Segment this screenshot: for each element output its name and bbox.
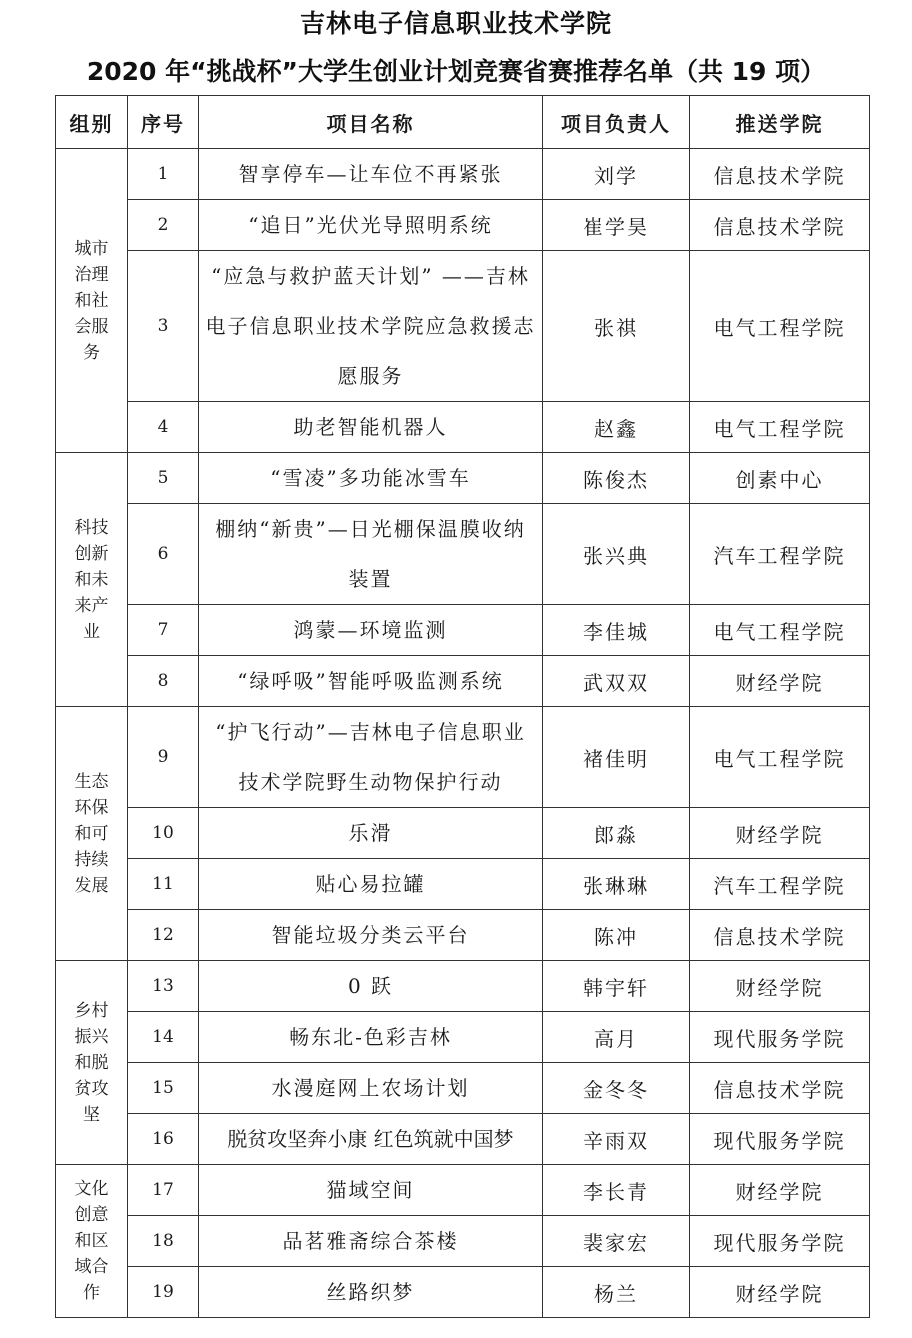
project-college: 电气工程学院 <box>690 707 870 808</box>
project-college: 财经学院 <box>690 1267 870 1318</box>
project-name: 助老智能机器人 <box>199 402 543 453</box>
header-leader: 项目负责人 <box>543 96 690 149</box>
project-name: 品茗雅斋综合茶楼 <box>199 1216 543 1267</box>
row-no: 7 <box>128 605 199 656</box>
project-name: 乐滑 <box>199 808 543 859</box>
row-no: 16 <box>128 1114 199 1165</box>
project-leader: 郎淼 <box>543 808 690 859</box>
project-name: 鸿蒙—环境监测 <box>199 605 543 656</box>
recommendation-table <box>55 95 870 1318</box>
group-cell: 城市治理和社会服务 <box>56 149 128 453</box>
project-name: “护飞行动”—吉林电子信息职业技术学院野生动物保护行动 <box>199 707 543 808</box>
header-group: 组别 <box>56 96 128 149</box>
project-leader: 崔学昊 <box>543 200 690 251</box>
row-no: 11 <box>128 859 199 910</box>
project-name: 畅东北-色彩吉林 <box>199 1012 543 1063</box>
table-row <box>56 605 870 656</box>
project-college: 财经学院 <box>690 808 870 859</box>
row-no: 4 <box>128 402 199 453</box>
table-row <box>56 200 870 251</box>
row-no: 2 <box>128 200 199 251</box>
project-name: “雪凌”多功能冰雪车 <box>199 453 543 504</box>
table-row <box>56 910 870 961</box>
project-leader: 李佳城 <box>543 605 690 656</box>
table-row <box>56 1063 870 1114</box>
project-college: 信息技术学院 <box>690 910 870 961</box>
project-college: 财经学院 <box>690 1165 870 1216</box>
project-name: “应急与救护蓝天计划” ——吉林电子信息职业技术学院应急救援志愿服务 <box>199 251 543 402</box>
row-no: 8 <box>128 656 199 707</box>
row-no: 15 <box>128 1063 199 1114</box>
table-row <box>56 656 870 707</box>
project-leader: 高月 <box>543 1012 690 1063</box>
project-college: 财经学院 <box>690 656 870 707</box>
table-row <box>56 1012 870 1063</box>
header-no: 序号 <box>128 96 199 149</box>
project-leader: 武双双 <box>543 656 690 707</box>
document-title: 吉林电子信息职业技术学院 <box>299 9 612 38</box>
project-leader: 赵鑫 <box>543 402 690 453</box>
row-no: 6 <box>128 504 199 605</box>
project-college: 信息技术学院 <box>690 149 870 200</box>
project-name: 0 跃 <box>199 961 543 1012</box>
table-row <box>56 402 870 453</box>
row-no: 17 <box>128 1165 199 1216</box>
table-row <box>56 149 870 200</box>
project-name: 智能垃圾分类云平台 <box>199 910 543 961</box>
project-leader: 刘学 <box>543 149 690 200</box>
row-no: 9 <box>128 707 199 808</box>
row-no: 5 <box>128 453 199 504</box>
project-college: 财经学院 <box>690 961 870 1012</box>
project-college: 信息技术学院 <box>690 1063 870 1114</box>
table-row <box>56 961 870 1012</box>
project-leader: 陈冲 <box>543 910 690 961</box>
project-leader: 金冬冬 <box>543 1063 690 1114</box>
row-no: 14 <box>128 1012 199 1063</box>
row-no: 1 <box>128 149 199 200</box>
project-leader: 杨兰 <box>543 1267 690 1318</box>
project-leader: 李长青 <box>543 1165 690 1216</box>
group-cell: 生态环保和可持续发展 <box>56 707 128 961</box>
project-name: 水漫庭网上农场计划 <box>199 1063 543 1114</box>
row-no: 10 <box>128 808 199 859</box>
row-no: 13 <box>128 961 199 1012</box>
project-name: 丝路织梦 <box>199 1267 543 1318</box>
group-cell: 科技创新和未来产业 <box>56 453 128 707</box>
table-row <box>56 1114 870 1165</box>
project-college: 信息技术学院 <box>690 200 870 251</box>
project-college: 创素中心 <box>690 453 870 504</box>
table-row <box>56 1165 870 1216</box>
table-row <box>56 1216 870 1267</box>
project-name: 棚纳“新贵”—日光棚保温膜收纳装置 <box>199 504 543 605</box>
project-leader: 韩宇轩 <box>543 961 690 1012</box>
table-row <box>56 707 870 808</box>
project-college: 现代服务学院 <box>690 1216 870 1267</box>
project-college: 汽车工程学院 <box>690 859 870 910</box>
project-leader: 张祺 <box>543 251 690 402</box>
table-header-row <box>56 96 870 149</box>
project-name: “绿呼吸”智能呼吸监测系统 <box>199 656 543 707</box>
project-name: 猫域空间 <box>199 1165 543 1216</box>
group-cell: 文化创意和区域合作 <box>56 1165 128 1318</box>
project-college: 现代服务学院 <box>690 1012 870 1063</box>
group-cell: 乡村振兴和脱贫攻坚 <box>56 961 128 1165</box>
project-leader: 张兴典 <box>543 504 690 605</box>
project-name: 贴心易拉罐 <box>199 859 543 910</box>
header-project: 项目名称 <box>199 96 543 149</box>
project-leader: 褚佳明 <box>543 707 690 808</box>
project-leader: 张琳琳 <box>543 859 690 910</box>
project-college: 现代服务学院 <box>690 1114 870 1165</box>
project-name: “追日”光伏光导照明系统 <box>199 200 543 251</box>
project-name: 脱贫攻坚奔小康 红色筑就中国梦 <box>199 1114 543 1165</box>
table-row <box>56 1267 870 1318</box>
header-college: 推送学院 <box>690 96 870 149</box>
row-no: 12 <box>128 910 199 961</box>
table-row <box>56 859 870 910</box>
document-subtitle: 2020 年“挑战杯”大学生创业计划竞赛省赛推荐名单（共 19 项） <box>86 57 826 86</box>
row-no: 18 <box>128 1216 199 1267</box>
table-row <box>56 504 870 605</box>
table-row <box>56 808 870 859</box>
project-name: 智享停车—让车位不再紧张 <box>199 149 543 200</box>
project-college: 电气工程学院 <box>690 251 870 402</box>
project-college: 汽车工程学院 <box>690 504 870 605</box>
project-leader: 陈俊杰 <box>543 453 690 504</box>
table-row <box>56 251 870 402</box>
table-row <box>56 453 870 504</box>
project-leader: 裴家宏 <box>543 1216 690 1267</box>
project-leader: 辛雨双 <box>543 1114 690 1165</box>
row-no: 3 <box>128 251 199 402</box>
row-no: 19 <box>128 1267 199 1318</box>
project-college: 电气工程学院 <box>690 605 870 656</box>
project-college: 电气工程学院 <box>690 402 870 453</box>
